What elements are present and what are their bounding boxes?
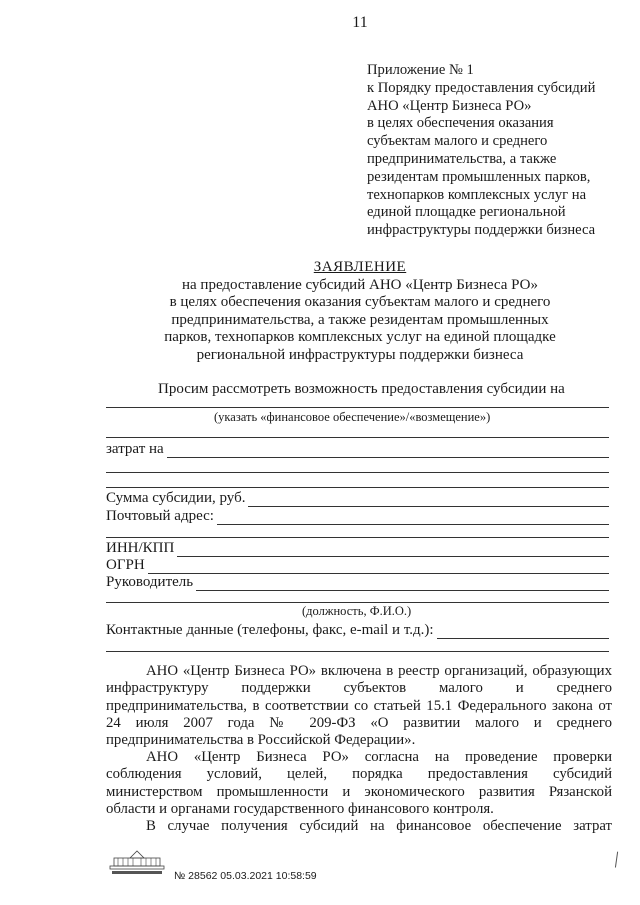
inn-kpp-label: ИНН/КПП <box>106 540 175 556</box>
paragraph-line: АНО «Центр Бизнеса РО» включена в реестр организаций, образующих <box>146 663 612 679</box>
appendix-line: АНО «Центр Бизнеса РО» <box>367 97 532 114</box>
costs-field[interactable] <box>106 440 609 458</box>
contacts-label: Контактные данные (телефоны, факс, e-mail и т.д.): <box>106 622 434 638</box>
appendix-line: технопарков комплексных услуг на <box>367 186 587 203</box>
paragraph-line: министерством промышленности и экономического развития Рязанской <box>106 783 612 800</box>
appendix-line: субъектам малого и среднего <box>367 133 548 150</box>
appendix-line: Приложение № 1 <box>367 62 474 78</box>
appendix-line: инфраструктуры поддержки бизнеса <box>367 222 596 239</box>
subsidy-amount-input-line[interactable] <box>248 493 609 507</box>
postal-address-label: Почтовый адрес: <box>106 508 214 524</box>
financing-hint: (указать «финансовое обеспечение»/«возмещение») <box>214 410 491 424</box>
ogrn-label: ОГРН <box>106 557 145 573</box>
paragraph-audit-consent <box>106 749 612 818</box>
paragraph-line: соблюдения условий, целей, порядка предоставления субсидий <box>106 766 612 783</box>
subsidy-amount-label: Сумма субсидии, руб. <box>106 490 246 506</box>
appendix-line: единой площадке региональной <box>367 204 566 221</box>
ogrn-input-line[interactable] <box>148 560 609 574</box>
blank-line[interactable] <box>106 487 609 488</box>
blank-line[interactable] <box>106 651 609 652</box>
paragraph-line: В случае получения субсидий на финансовое обеспечение затрат <box>146 818 612 834</box>
blank-line[interactable] <box>106 437 609 438</box>
document-title <box>110 259 610 365</box>
title-line: на предоставление субсидий АНО «Центр Бизнеса РО» <box>182 276 538 293</box>
appendix-line: к Порядку предоставления субсидий <box>367 79 596 96</box>
head-field[interactable] <box>106 573 609 591</box>
registry-stamp-logo-icon <box>108 846 166 876</box>
blank-line[interactable] <box>106 602 609 603</box>
title-line: в целях обеспечения оказания субъектам малого и среднего <box>169 294 551 311</box>
contacts-field[interactable] <box>106 621 609 639</box>
page-number: 11 <box>352 14 368 31</box>
appendix-line: в целях обеспечения оказания <box>367 115 554 132</box>
request-text: Просим рассмотреть возможность предоставления субсидии на <box>158 381 565 397</box>
inn-kpp-input-line[interactable] <box>177 543 609 557</box>
contacts-input-line[interactable] <box>437 625 609 639</box>
appendix-block <box>367 62 617 240</box>
title-line: парков, технопарков комплексных услуг на единой площадке <box>164 329 556 346</box>
blank-line[interactable] <box>106 472 609 473</box>
postal-address-input-line[interactable] <box>217 511 609 525</box>
appendix-line: резидентам промышленных парков, <box>367 168 591 185</box>
paragraph-subsidy-receipt <box>106 818 612 835</box>
title-line: региональной инфраструктуры поддержки бизнеса <box>196 346 524 363</box>
position-hint: (должность, Ф.И.О.) <box>302 604 412 618</box>
subsidy-amount-field[interactable] <box>106 489 609 507</box>
paragraph-registry <box>106 663 612 749</box>
paragraph-line: предпринимательства в Российской Федерации». <box>106 732 416 749</box>
title-line: предпринимательства, а также резидентам промышленных <box>171 311 549 328</box>
paragraph-line: 24 июля 2007 года № 209-ФЗ «О развитии малого и среднего <box>106 714 612 731</box>
paragraph-line: АНО «Центр Бизнеса РО» согласна на проведение проверки <box>146 749 612 765</box>
paragraph-line: области и органами государственного финансового контроля. <box>106 800 494 817</box>
paragraph-line: предпринимательства, в соответствии со статьей 15.1 Федерального закона от <box>106 697 612 714</box>
postal-address-field[interactable] <box>106 507 609 525</box>
appendix-line: предпринимательства, а также <box>367 150 557 167</box>
paragraph-line: инфраструктуру поддержки субъектов малого и среднего <box>106 680 612 697</box>
title-heading: ЗАЯВЛЕНИЕ <box>313 259 407 275</box>
costs-label: затрат на <box>106 441 164 457</box>
costs-input-line[interactable] <box>167 444 609 458</box>
document-registration-stamp: № 28562 05.03.2021 10:58:59 <box>174 870 317 882</box>
head-label: Руководитель <box>106 574 194 590</box>
ogrn-field[interactable] <box>106 556 609 574</box>
head-input-line[interactable] <box>196 577 609 591</box>
blank-line[interactable] <box>106 537 609 538</box>
pen-mark-icon <box>615 852 624 869</box>
inn-kpp-field[interactable] <box>106 539 609 557</box>
financing-input-line[interactable] <box>106 407 609 408</box>
